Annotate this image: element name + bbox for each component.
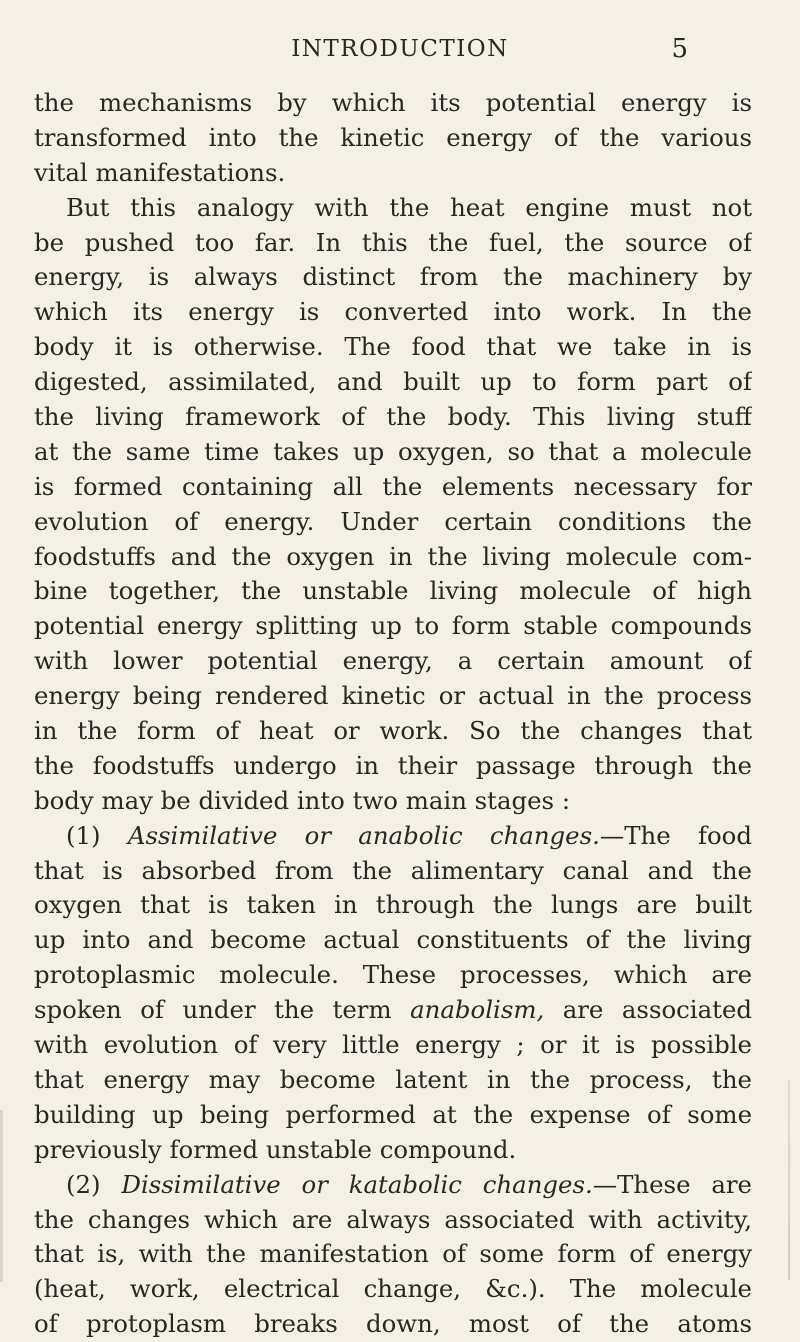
binding-edge [0, 1110, 3, 1282]
text-line [34, 819, 752, 854]
text-line: transformed into the kinetic energy of the various [34, 122, 752, 152]
page-header [0, 36, 800, 72]
text-line [34, 993, 752, 1028]
text-line: previously formed unstable compound. [34, 1134, 517, 1164]
text-line: which its energy is converted into work. In the [34, 297, 752, 327]
page-edge-shadow [788, 1080, 790, 1280]
text-line: potential energy splitting up to form stable compounds [34, 611, 752, 641]
text-line [34, 1168, 752, 1203]
text-line: energy being rendered kinetic or actual in the process [34, 681, 752, 711]
text-line: be pushed too far. In this the fuel, the source of [34, 227, 752, 257]
text-line: digested, assimilated, and built up to form part of [34, 367, 752, 397]
text-line: the foodstuffs undergo in their passage through the [34, 750, 752, 780]
text-line: oxygen that is taken in through the lungs are built [34, 890, 752, 920]
text-line: that energy may become latent in the process, the [34, 1064, 752, 1094]
text-line: with evolution of very little energy ; or it is possible [34, 1030, 752, 1060]
text-line: the mechanisms by which its potential energy is [34, 88, 752, 117]
text-line-tail: —These are [592, 1169, 752, 1199]
text-line: (heat, work, electrical change, &c.). The molecule [34, 1274, 752, 1304]
text-line-lead: spoken of under the term [34, 995, 411, 1025]
text-line: energy, is always distinct from the machinery by [34, 262, 752, 292]
text-line: the living framework of the body. This living stuff [34, 402, 752, 432]
text-line: up into and become actual constituents of the living [34, 925, 752, 955]
running-title: INTRODUCTION [291, 36, 509, 62]
text-line-lead: (1) [66, 820, 128, 850]
text-line: protoplasmic molecule. These processes, which are [34, 960, 752, 990]
text-line: with lower potential energy, a certain amount of [34, 646, 752, 676]
section-heading-assimilative: Assimilative or anabolic changes. [127, 820, 600, 850]
text-line: But this analogy with the heat engine must not [66, 192, 752, 222]
text-line: building up being performed at the expense of some [34, 1099, 752, 1129]
term-anabolism: anabolism, [410, 995, 545, 1025]
text-line: that is absorbed from the alimentary canal and the [34, 855, 752, 885]
text-line: is formed containing all the elements necessary for [34, 471, 752, 501]
text-line: body may be divided into two main stages : [34, 785, 571, 815]
text-line-lead: (2) [66, 1169, 122, 1199]
text-line-tail: —The food [599, 820, 752, 850]
text-line: evolution of energy. Under certain conditions the [34, 506, 752, 536]
text-line: vital manifestations. [34, 157, 286, 187]
section-heading-dissimilative: Dissimilative or katabolic changes. [121, 1169, 593, 1199]
body-text [34, 86, 752, 1342]
text-line: the changes which are always associated with activity, [34, 1204, 752, 1234]
text-line: bine together, the unstable living molecule of high [34, 576, 752, 606]
text-line: of protoplasm breaks down, most of the atoms [34, 1309, 752, 1339]
text-line: foodstuffs and the oxygen in the living molecule com- [34, 541, 752, 571]
text-line: at the same time takes up oxygen, so that a molecule [34, 436, 752, 466]
page-number: 5 [671, 34, 688, 64]
text-line: in the form of heat or work. So the changes that [34, 716, 752, 746]
text-line: body it is otherwise. The food that we take in is [34, 332, 752, 362]
text-line-tail: are associated [544, 995, 752, 1025]
text-line: that is, with the manifestation of some form of energy [34, 1239, 752, 1269]
